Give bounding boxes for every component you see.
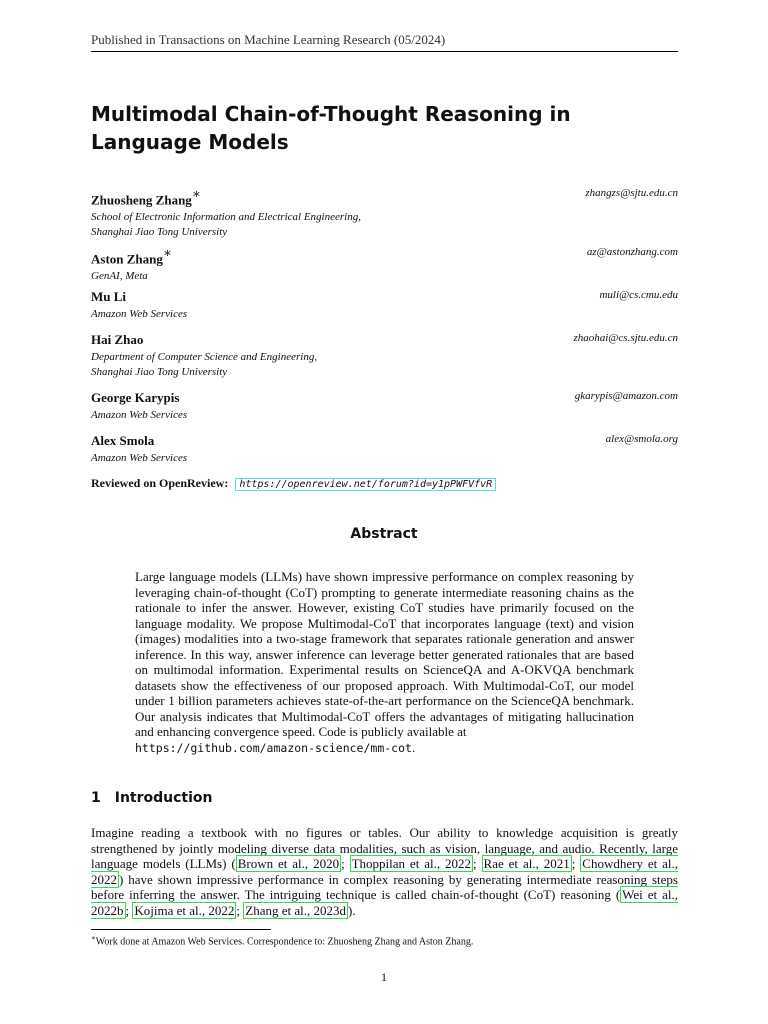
citation-year: 2022 [445,856,472,872]
citation[interactable]: Wei et al., 2022b [91,887,679,918]
footnote-rule [91,929,271,930]
venue-header: Published in Transactions on Machine Learning Research (05/2024) [91,32,446,47]
affiliation-line: GenAI, Meta [91,270,148,283]
section-number: 1 [91,790,101,806]
author-name: Aston Zhang [91,251,163,267]
author-name: Alex Smola [91,433,155,448]
affiliation-line: Amazon Web Services [91,452,188,464]
header-rule [91,51,678,52]
affiliation-line: Amazon Web Services [91,409,188,421]
citation[interactable]: Thoppilan et al., 2022 [351,856,472,872]
author-name: Mu Li [91,289,127,304]
citation-sep: ; [473,856,482,872]
affiliation-line: Shanghai Jiao Tong University [91,366,228,378]
author-email[interactable]: muli@cs.cmu.edu [599,289,678,301]
page-number: 1 [381,970,387,984]
author-block [91,245,678,284]
footnote [91,934,473,947]
author-affiliation [91,451,678,466]
author-affiliation [91,269,678,284]
citation-year: 2022 [91,871,117,887]
author-affiliation [91,350,678,380]
author-block [91,389,678,423]
openreview-label: Reviewed on OpenReview: [91,476,229,490]
author-block [91,331,678,380]
footnote-mark: ∗ [91,934,96,942]
intro-paragraph [91,825,678,919]
affiliation-line: School of Electronic Information and Electrical Engineering, [91,211,361,224]
citation[interactable]: Zhang et al., 2023d [245,902,346,918]
author-affiliation [91,408,678,423]
citation-author: Wei et al. [622,887,675,903]
citation-author: Zhang et al. [245,902,307,918]
openreview-line [91,476,496,491]
intro-text: ). [348,902,356,918]
author-email[interactable]: zhaohai@cs.sjtu.edu.cn [573,332,678,344]
author-email[interactable]: az@astonzhang.com [586,246,678,258]
citation-year: 2020 [313,856,340,872]
citation[interactable]: Kojima et al., 2022 [134,902,235,918]
abstract-text: Large language models (LLMs) have shown impressive performance on complex reasoning by leveraging chain-of-thought (CoT) prompting to generate intermediate reasoning chains as the rationale to infer the answer. However, existing CoT studies have primarily focused on the language modality. We propose Multimodal-CoT that incorporates language (text) and vision (images) modalities into a two-stage framework that separates rationale generation and answer inference. In this way, answer inference can leverage better generated rationales that are based on multimodal information. Experimental results on ScienceQA and A-OKVQA benchmark datasets show the effectiveness of our proposed approach. With Multimodal-CoT, our model under 1 billion parameters achieves state-of-the-art performance on the ScienceQA benchmark. Our analysis indicates that Multimodal-CoT offers the advantages of mitigating hallucination and enhancing convergence speed. Code is publicly available at [135,569,634,739]
affiliation-line: Shanghai Jiao Tong University [91,226,228,239]
citation-author: Rae et al. [483,856,536,872]
author-block [91,288,678,322]
author-affiliation [91,307,678,322]
author-email[interactable]: gkarypis@amazon.com [574,390,678,402]
citation-sep: ; [341,856,350,872]
citation-sep: ; [571,856,581,872]
citation[interactable]: Rae et al., 2021 [483,856,570,872]
abstract-body [135,569,634,756]
citation-sep: ; [125,902,133,918]
intro-text: ) have shown impressive performance in complex reasoning by generating intermediate reasoning steps before inferring the answer. The intriguing technique is called chain-of-thought (CoT) reasoning ( [91,871,678,903]
author-affiliation [91,210,678,240]
abstract-heading: Abstract [350,526,418,542]
citation-sep: ; [236,902,244,918]
paper-title: Multimodal Chain-of-Thought Reasoning in Language Models [91,102,571,154]
affiliation-line: Amazon Web Services [91,308,188,320]
author-mark: ∗ [162,245,172,260]
citation-author: Kojima et al. [134,902,202,918]
citation-author: Thoppilan et al. [351,856,437,872]
author-block [91,186,678,240]
citation-year: 2022 [208,902,235,918]
citation[interactable]: Brown et al., 2020 [237,856,340,872]
citation-year: 2021 [543,856,570,872]
author-block [91,432,678,466]
author-email[interactable]: alex@smola.org [605,433,678,445]
author-name: Zhuosheng Zhang [91,192,192,208]
footnote-text: Work done at Amazon Web Services. Correspondence to: Zhuosheng Zhang and Aston Zhang. [95,936,474,948]
affiliation-line: Department of Computer Science and Engineering, [91,351,318,363]
section-heading [91,790,213,806]
intro-text: Imagine reading a textbook with no figures or tables. Our ability to knowledge acquisition is greatly strengthened by jointly modeling diverse data modalities, such as vision, language, and audio. Recently, large language models (LLMs) ( [91,825,678,872]
section-title: Introduction [114,790,213,806]
code-link[interactable]: https://github.com/amazon-science/mm-cot [135,740,412,755]
citation-year: 2023d [313,902,346,918]
author-name: George Karypis [91,390,180,405]
author-email[interactable]: zhangzs@sjtu.edu.cn [585,187,678,199]
author-name: Hai Zhao [91,332,144,347]
author-mark: ∗ [191,186,201,201]
citation-author: Brown et al. [237,856,305,872]
abstract-end: . [411,739,416,755]
citation-author: Chowdhery et al. [582,856,675,872]
citation-year: 2022b [91,902,124,918]
openreview-link[interactable]: https://openreview.net/forum?id=y1pPWFVfvR [235,478,496,491]
citation[interactable]: Chowdhery et al., 2022 [91,856,679,887]
